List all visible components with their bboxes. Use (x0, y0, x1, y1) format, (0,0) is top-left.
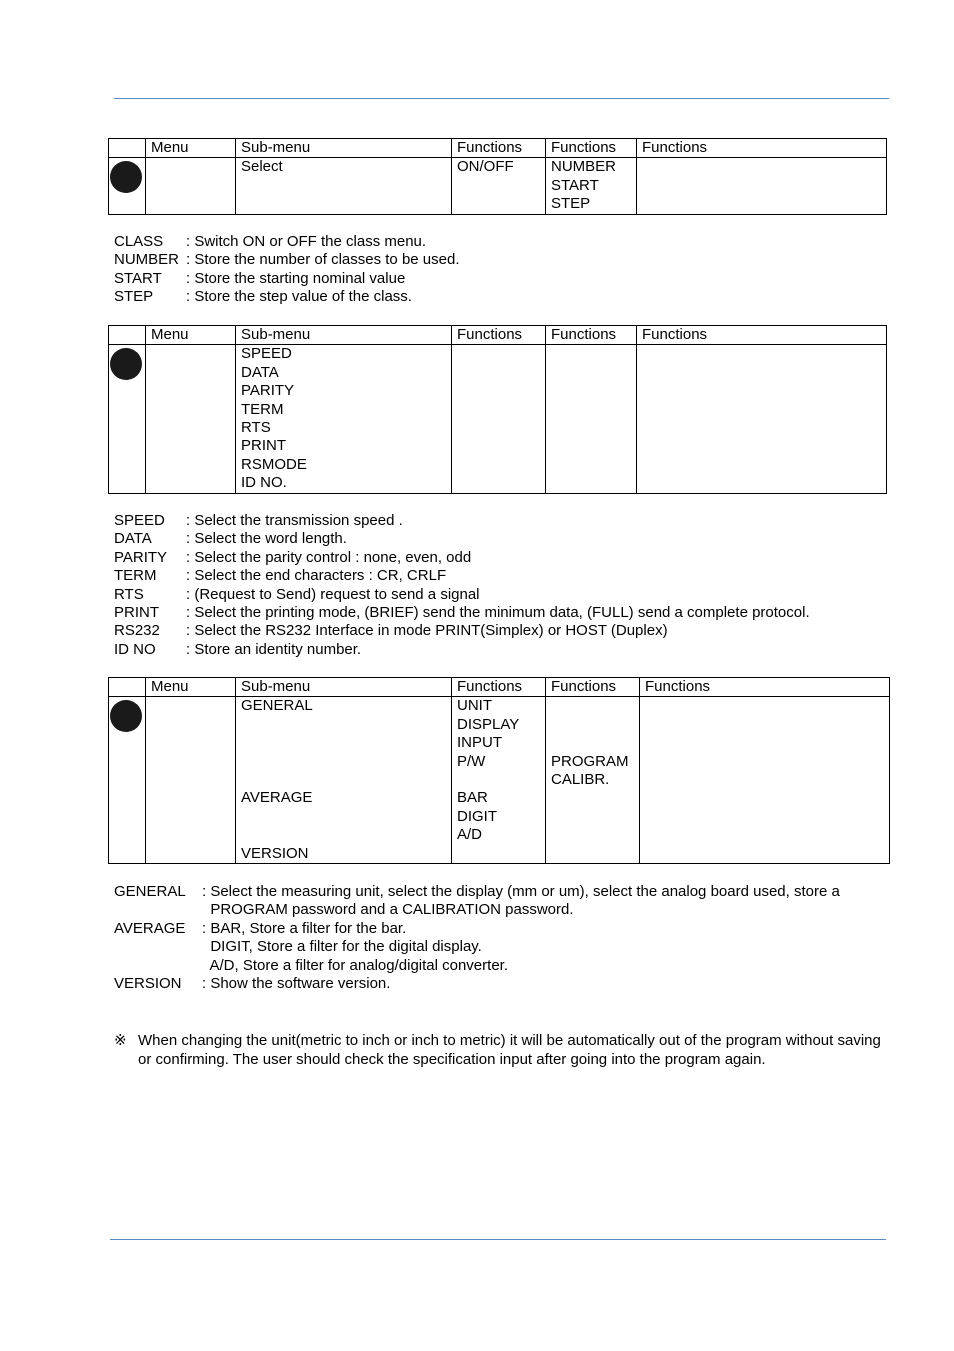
function-item: ON/OFF (457, 158, 514, 176)
description-term: ID NO (114, 640, 156, 658)
description-row (114, 233, 460, 251)
description-term: TERM (114, 567, 157, 585)
description-row (114, 512, 810, 530)
unit-change-note (114, 1031, 894, 1069)
header-menu: Menu (146, 326, 236, 345)
description-text: : Store the number of classes to be used. (186, 251, 460, 269)
description-term: AVERAGE (114, 919, 186, 937)
description-row (114, 270, 460, 288)
functions-1-cell (452, 345, 546, 493)
functions-1-cell (452, 697, 546, 864)
description-row (114, 604, 810, 622)
function-item: DIGIT (457, 807, 497, 825)
header-submenu: Sub-menu (236, 326, 452, 345)
description-row (114, 938, 840, 956)
description-text: : Select the transmission speed . (186, 512, 403, 529)
class-menu-table (108, 138, 887, 215)
menu-icon-cell (109, 697, 146, 864)
description-term: VERSION (114, 975, 182, 993)
description-row (114, 567, 810, 585)
description-row (114, 586, 810, 604)
submenu-item: AVERAGE (241, 789, 313, 807)
submenu-item: RSMODE (241, 455, 307, 473)
description-term: RTS (114, 585, 144, 603)
submenu-cell (236, 158, 452, 214)
description-row (114, 530, 810, 548)
submenu-item: ID NO. (241, 474, 287, 492)
description-term (114, 901, 202, 919)
note-symbol-icon: ※ (114, 1032, 127, 1049)
function-item (551, 734, 634, 752)
system-menu-table (108, 677, 890, 864)
submenu-item (241, 753, 446, 771)
header-menu: Menu (146, 139, 236, 158)
functions-3-cell (637, 158, 887, 214)
header-menu: Menu (146, 678, 236, 697)
header-functions-2: Functions (546, 326, 637, 345)
description-term: CLASS (114, 233, 164, 250)
header-submenu: Sub-menu (236, 139, 452, 158)
header-icon-cell (109, 678, 146, 697)
menu-cell (146, 697, 236, 864)
submenu-item: RTS (241, 418, 271, 436)
function-item: A/D (457, 826, 483, 844)
table-row (109, 345, 887, 493)
description-row (114, 975, 840, 993)
menu-icon-cell (109, 345, 146, 493)
functions-1-cell (452, 158, 546, 214)
submenu-item (241, 734, 446, 752)
description-row (114, 883, 840, 901)
menu-cell (146, 158, 236, 214)
description-row (114, 957, 840, 975)
submenu-cell (236, 345, 452, 493)
description-term: START (114, 269, 162, 287)
menu-button-icon (110, 348, 142, 380)
header-functions-3: Functions (637, 326, 887, 345)
header-functions-1: Functions (452, 678, 546, 697)
header-functions-1: Functions (452, 139, 546, 158)
description-text: : Select the RS232 Interface in mode PRINT(Simplex) or HOST (Duplex) (186, 622, 668, 640)
function-item: NUMBER (551, 158, 617, 176)
table-header-row (109, 678, 890, 697)
function-item (457, 771, 540, 789)
description-text: : Select the printing mode, (BRIEF) send the minimum data, (FULL) send a complete protocol. (186, 604, 810, 622)
function-item (551, 697, 634, 715)
header-functions-1: Functions (452, 326, 546, 345)
description-row (114, 901, 840, 919)
description-row (114, 288, 460, 306)
description-term (114, 938, 202, 956)
function-item: STEP (551, 195, 591, 213)
submenu-item: PRINT (241, 437, 286, 455)
description-row (114, 920, 840, 938)
description-text: : Store an identity number. (186, 640, 362, 658)
menu-button-icon (110, 700, 142, 732)
functions-3-cell (640, 697, 890, 864)
description-text: : Select the measuring unit, select the display (mm or um), select the analog board used, store a (202, 883, 840, 900)
description-text: : BAR, Store a filter for the bar. (202, 919, 407, 937)
submenu-item (241, 771, 446, 789)
description-term: GENERAL (114, 883, 186, 900)
description-text: : Select the end characters : CR, CRLF (186, 567, 447, 585)
submenu-item: TERM (241, 400, 284, 418)
menu-button-icon (110, 161, 142, 193)
function-item: DISPLAY (457, 715, 520, 733)
rs232-menu-table (108, 325, 887, 494)
function-item: PROGRAM (551, 752, 629, 770)
functions-2-cell (546, 158, 637, 214)
function-item: START (551, 176, 599, 194)
header-icon-cell (109, 326, 146, 345)
header-rule (114, 98, 889, 99)
function-item: P/W (457, 752, 486, 770)
description-term: NUMBER (114, 251, 180, 269)
description-text: : Show the software version. (202, 975, 391, 993)
functions-2-cell (546, 697, 640, 864)
function-item: CALIBR. (551, 770, 610, 788)
submenu-item: GENERAL (241, 697, 313, 715)
header-functions-3: Functions (637, 139, 887, 158)
class-descriptions (114, 233, 460, 307)
description-text: : (Request to Send) request to send a signal (186, 585, 480, 603)
description-text: A/D, Store a filter for analog/digital converter. (202, 956, 508, 974)
footer-rule (110, 1239, 886, 1240)
description-text: DIGIT, Store a filter for the digital display. (202, 938, 482, 956)
description-text: : Store the starting nominal value (186, 269, 406, 287)
description-term: RS232 (114, 622, 160, 640)
submenu-item (241, 826, 446, 844)
submenu-cell (236, 697, 452, 864)
submenu-item (241, 716, 446, 734)
table-row (109, 158, 887, 214)
header-functions-2: Functions (546, 678, 640, 697)
submenu-item (241, 808, 446, 826)
description-row (114, 549, 810, 567)
table-row (109, 697, 890, 864)
submenu-item: DATA (241, 363, 279, 381)
description-row (114, 641, 810, 659)
submenu-item: VERSION (241, 844, 309, 862)
header-functions-2: Functions (546, 139, 637, 158)
description-term: PARITY (114, 548, 168, 566)
system-descriptions (114, 883, 840, 993)
function-item: UNIT (457, 697, 492, 715)
submenu-item: Select (241, 158, 283, 176)
description-text: : Select the word length. (186, 530, 347, 548)
table-header-row (109, 326, 887, 345)
description-term: SPEED (114, 512, 165, 529)
rs232-descriptions (114, 512, 810, 659)
function-item (551, 716, 634, 734)
submenu-item: PARITY (241, 382, 295, 400)
description-text: : Switch ON or OFF the class menu. (186, 233, 427, 250)
function-item: BAR (457, 789, 488, 807)
submenu-item: SPEED (241, 345, 292, 363)
description-row (114, 622, 810, 640)
menu-icon-cell (109, 158, 146, 214)
description-text: : Select the parity control : none, even, odd (186, 548, 472, 566)
description-row (114, 251, 460, 269)
menu-cell (146, 345, 236, 493)
table-header-row (109, 139, 887, 158)
description-term: PRINT (114, 604, 159, 622)
functions-2-cell (546, 345, 637, 493)
description-term: DATA (114, 530, 152, 548)
header-icon-cell (109, 139, 146, 158)
description-text: : Store the step value of the class. (186, 288, 412, 306)
function-item: INPUT (457, 734, 502, 752)
header-functions-3: Functions (640, 678, 890, 697)
description-term (114, 957, 202, 975)
header-submenu: Sub-menu (236, 678, 452, 697)
functions-3-cell (637, 345, 887, 493)
description-text: PROGRAM password and a CALIBRATION password. (202, 901, 574, 919)
description-term: STEP (114, 288, 154, 306)
note-text: When changing the unit(metric to inch or inch to metric) it will be automatically out of the program without saving or confirming. The user should check the specification input after going into the program again. (138, 1032, 881, 1068)
